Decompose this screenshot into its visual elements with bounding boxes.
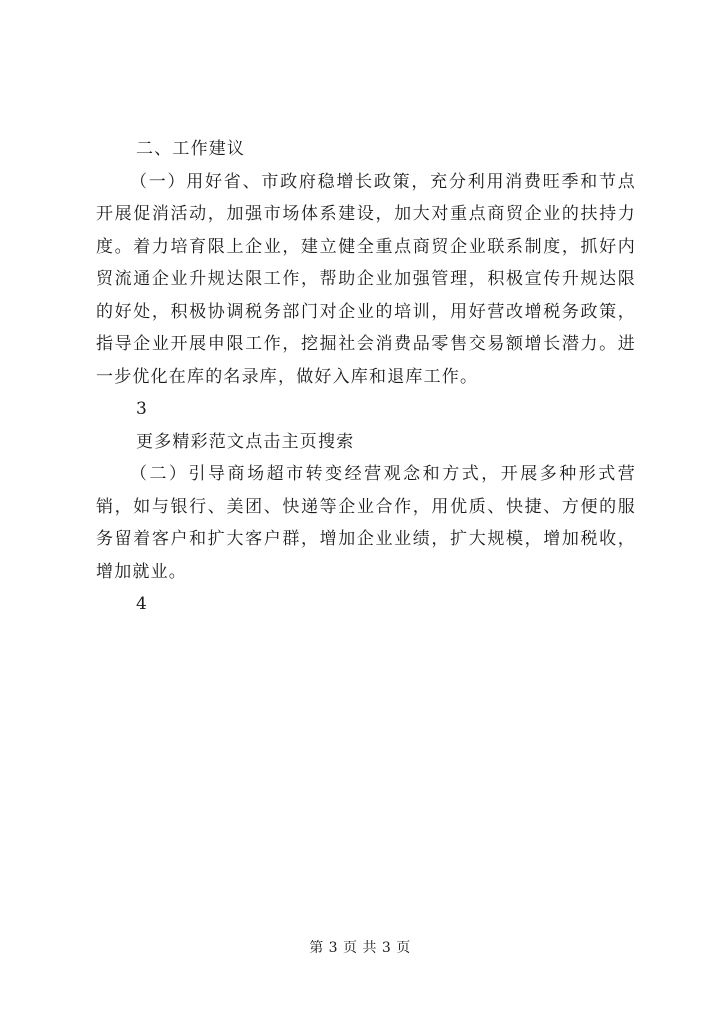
- page-footer: 第 3 页 共 3 页: [309, 940, 411, 956]
- more-articles-link[interactable]: 更多精彩范文点击主页搜索: [136, 431, 355, 452]
- document-body: [88, 133, 636, 621]
- page-number-marker: 3: [136, 399, 149, 419]
- page-number-marker: 4: [136, 594, 149, 614]
- section-heading: 二、工作建议: [136, 139, 246, 159]
- paragraph: （一）用好省、市政府稳增长政策，充分利用消费旺季和节点开展促消活动，加强市场体系建设，加大对重点商贸企业的扶持力度。着力培育限上企业，建立健全重点商贸企业联系制度，抓好内贸流通企业升规达限工作，帮助企业加强管理，积极宣传升规达限的好处，积极协调税务部门对企业的培训，用好营改增税务政策，指导企业开展申限工作，挖掘社会消费品零售交易额增长潜力。进一步优化在库的名录库，做好入库和退库工作。: [96, 171, 636, 387]
- paragraph: （二）引导商场超市转变经营观念和方式，开展多种形式营销，如与银行、美团、快递等企业合作，用优质、快捷、方便的服务留着客户和扩大客户群，增加企业业绩，扩大规模，增加税收，增加就业。: [96, 464, 636, 582]
